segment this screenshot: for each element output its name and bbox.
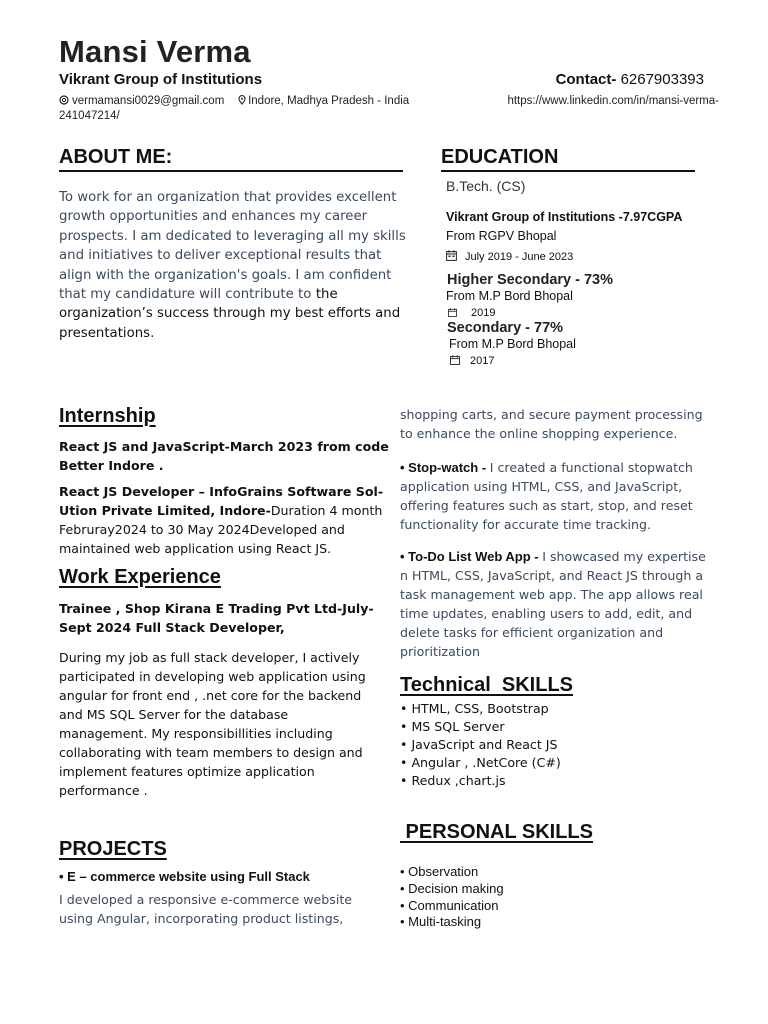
calendar-icon	[448, 307, 471, 319]
work-description: During my job as full stack developer, I actively participated in developing web application using angular for front end , .net core for the backend and MS SQL Server for the database management. My responsibillities including collaborating with team members to design and implement features optimize application performance .	[59, 650, 366, 798]
email-link[interactable]: vermamansi0029@gmail.com	[72, 95, 225, 107]
personal-skills-heading: PERSONAL SKILLS	[400, 821, 593, 843]
projects-heading: PROJECTS	[59, 838, 167, 860]
technical-skill-item: • JavaScript and React JS	[400, 736, 561, 754]
project-3-text: I showcased my expertise n HTML, CSS, JavaScript, and React JS through a task management web app. The app allows real time updates, enabling users to add, edit, and delete tasks for efficient organization and prioritization	[400, 549, 706, 659]
internship-item-2-title: React JS Developer – InfoGrains Software Sol-Ution Private Limited, Indore-	[59, 484, 384, 518]
personal-skill-item: • Observation	[400, 864, 504, 881]
technical-skill-item: • HTML, CSS, Bootstrap	[400, 700, 561, 718]
college-name: Vikrant Group of Institutions -7.97CGPA	[446, 210, 683, 224]
hs-year	[448, 307, 495, 319]
project-3	[400, 547, 710, 661]
project-1-title: • E – commerce website using Full Stack	[59, 869, 310, 884]
work-title: Trainee , Shop Kirana E Trading Pvt Ltd-July-Sept 2024 Full Stack Developer,	[59, 601, 374, 635]
secondary-year	[450, 355, 494, 367]
about-text-dark: the organization’s success through my best efforts and presentations.	[59, 287, 401, 341]
project-2-title: • Stop-watch -	[400, 460, 490, 475]
college-board: From RGPV Bhopal	[446, 229, 557, 243]
project-3-title: • To-Do List Web App -	[400, 549, 543, 564]
technical-skills-heading: Technical SKILLS	[400, 674, 573, 696]
candidate-name: Mansi Verma	[59, 34, 251, 69]
linkedin-link[interactable]: https://www.linkedin.com/in/mansi-verma-	[507, 95, 719, 107]
degree: B.Tech. (CS)	[446, 178, 526, 194]
linkedin-link-cont[interactable]: 241047214/	[59, 110, 120, 122]
about-text-gray: To work for an organization that provides excellent growth opportunities and enhances my career prospects. I am dedicated to leveraging all my skills and initiatives to deliver exceptional results that align with the organization's goals. I am confident that my candidature will contribute to	[59, 190, 406, 303]
education-heading: EDUCATION	[441, 146, 695, 172]
personal-skill-item: • Communication	[400, 898, 504, 915]
calendar-icon	[446, 251, 465, 263]
technical-skills-list	[400, 700, 561, 790]
secondary-title: Secondary - 77%	[447, 320, 564, 336]
internship-item-2	[59, 482, 389, 558]
internship-item-1: React JS and JavaScript-March 2023 from code Better Indore .	[59, 439, 389, 473]
secondary-year-text: 2017	[470, 355, 495, 367]
hs-year-text: 2019	[471, 307, 496, 319]
hs-title: Higher Secondary - 73%	[447, 272, 613, 288]
college-dates-text: July 2019 - June 2023	[465, 251, 574, 263]
work-heading: Work Experience	[59, 566, 221, 588]
college-dates	[446, 250, 573, 263]
about-heading: ABOUT ME:	[59, 146, 403, 172]
location-pin-icon	[237, 95, 248, 107]
technical-skill-item: • Redux ,chart.js	[400, 772, 561, 790]
personal-skills-list	[400, 864, 504, 931]
header-organization: Vikrant Group of Institutions	[59, 71, 263, 88]
secondary-board: From M.P Bord Bhopal	[449, 337, 576, 351]
technical-skill-item: • MS SQL Server	[400, 718, 561, 736]
internship-item-2-text: Duration 4 month Februray2024 to 30 May 2024Developed and maintained web application using React JS.	[59, 503, 383, 556]
personal-skill-item: • Decision making	[400, 881, 504, 898]
contact-line	[59, 94, 719, 124]
technical-skill-item: • Angular , .NetCore (C#)	[400, 754, 561, 772]
hs-board: From M.P Bord Bhopal	[446, 289, 573, 303]
email-icon	[59, 95, 72, 107]
about-text	[59, 188, 411, 343]
calendar-icon	[450, 355, 470, 367]
contact-block	[556, 71, 704, 88]
contact-phone[interactable]: 6267903393	[620, 71, 704, 88]
location-text: Indore, Madhya Pradesh - India	[248, 95, 410, 107]
project-2-text: I created a functional stopwatch application using HTML, CSS, and JavaScript, offering features such as start, stop, and reset functionality for accurate time tracking.	[400, 460, 693, 532]
contact-label: Contact-	[555, 71, 617, 88]
internship-heading: Internship	[59, 405, 156, 427]
project-1-text: I developed a responsive e-commerce website using Angular, incorporating product listings,	[59, 892, 353, 926]
personal-skill-item: • Multi-tasking	[400, 914, 504, 931]
project-1-text-continued: shopping carts, and secure payment processing to enhance the online shopping experience.	[400, 407, 703, 441]
project-2	[400, 458, 710, 534]
